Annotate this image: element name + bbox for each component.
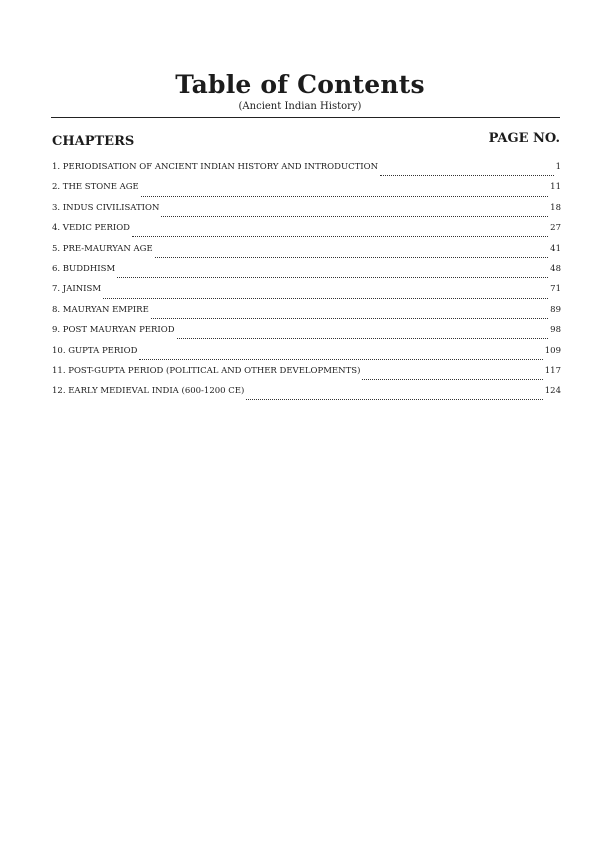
toc-list (52, 162, 561, 407)
page-subtitle: (Ancient Indian History) (238, 101, 362, 112)
toc-entry-label: 5. PRE-MAURYAN AGE (52, 243, 153, 254)
chapters-heading: CHAPTERS (52, 134, 135, 149)
dot-leader (132, 235, 548, 237)
dot-leader (380, 174, 554, 176)
toc-entry-page: 89 (550, 304, 561, 315)
dot-leader (362, 378, 542, 380)
toc-entry (52, 366, 561, 386)
dot-leader (155, 256, 549, 258)
dot-leader (103, 297, 548, 299)
toc-entry-label: 4. VEDIC PERIOD (52, 223, 130, 234)
toc-entry-label: 10. GUPTA PERIOD (52, 345, 138, 356)
toc-entry (52, 244, 561, 264)
dot-leader (246, 398, 542, 400)
toc-entry (52, 223, 561, 243)
page-title: Table of Contents (175, 70, 425, 99)
toc-entry-page: 48 (550, 263, 561, 274)
toc-entry (52, 305, 561, 325)
toc-entry-label: 11. POST-GUPTA PERIOD (POLITICAL AND OTHER DEVELOPMENTS) (52, 365, 361, 376)
toc-entry-page: 98 (550, 325, 561, 336)
toc-entry-page: 117 (544, 365, 561, 376)
page-no-heading: PAGE NO. (488, 131, 560, 146)
toc-entry-label: 12. EARLY MEDIEVAL INDIA (600-1200 CE) (52, 386, 245, 397)
dot-leader (151, 317, 548, 319)
toc-entry (52, 162, 561, 182)
toc-entry-label: 6. BUDDHISM (52, 263, 116, 274)
toc-entry-page: 18 (550, 202, 561, 213)
toc-entry-page: 109 (544, 345, 561, 356)
toc-entry (52, 386, 561, 406)
toc-entry (52, 284, 561, 304)
toc-entry-page: 1 (555, 162, 561, 172)
toc-entry-label: 3. INDUS CIVILISATION (52, 202, 160, 213)
toc-entry-page: 71 (550, 284, 561, 295)
dot-leader (117, 276, 548, 278)
toc-entry-page: 11 (550, 182, 561, 193)
toc-entry (52, 264, 561, 284)
toc-entry-label: 2. THE STONE AGE (52, 182, 139, 193)
toc-entry-label: 1. PERIODISATION OF ANCIENT INDIAN HISTORY AND INTRODUCTION (52, 162, 379, 172)
toc-entry (52, 182, 561, 202)
toc-entry (52, 346, 561, 366)
dot-leader (139, 358, 542, 360)
toc-entry (52, 203, 561, 223)
dot-leader (161, 215, 548, 217)
title-divider (51, 117, 560, 118)
dot-leader (141, 195, 548, 197)
toc-entry-label: 9. POST MAURYAN PERIOD (52, 325, 175, 336)
toc-entry-label: 7. JAINISM (52, 284, 102, 295)
toc-entry (52, 325, 561, 345)
toc-entry-page: 41 (550, 243, 561, 254)
toc-entry-label: 8. MAURYAN EMPIRE (52, 304, 149, 315)
dot-leader (177, 337, 549, 339)
toc-entry-page: 27 (550, 223, 561, 234)
toc-entry-page: 124 (544, 386, 561, 397)
